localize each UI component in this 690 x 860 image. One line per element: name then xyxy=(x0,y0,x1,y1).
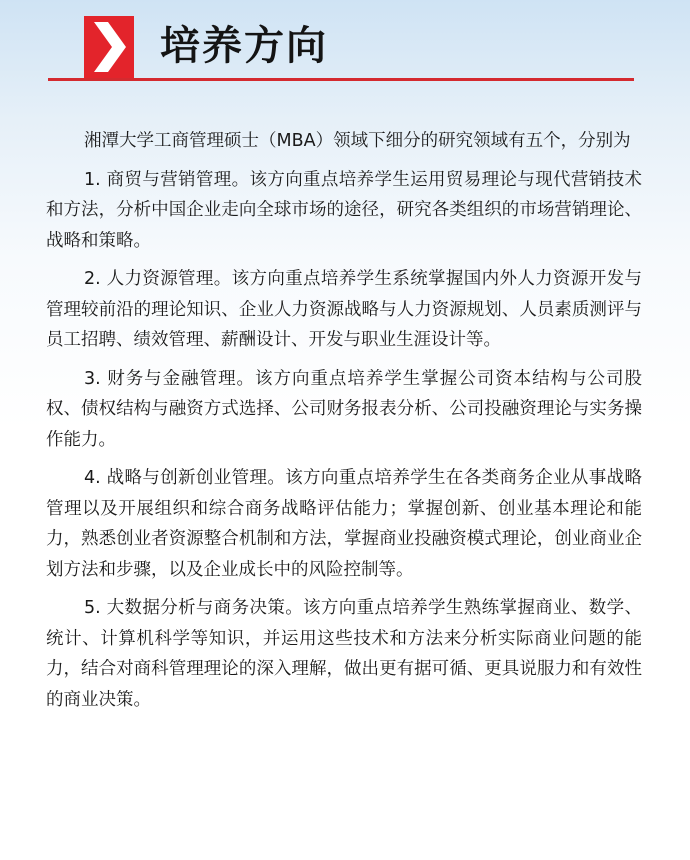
list-item: 1. 商贸与营销管理。该方向重点培养学生运用贸易理论与现代营销技术和方法，分析中国企业走向全球市场的途径，研究各类组织的市场营销理论、战略和策略。 xyxy=(46,169,642,251)
body-text xyxy=(46,126,642,723)
section-header xyxy=(0,0,690,90)
header-divider xyxy=(48,78,634,81)
list-item: 3. 财务与金融管理。该方向重点培养学生掌握公司资本结构与公司股权、债权结构与融资方式选择、公司财务报表分析、公司投融资理论与实务操作能力。 xyxy=(46,368,642,450)
chevron-right-icon xyxy=(84,16,134,78)
header-badge xyxy=(84,16,134,78)
list-item: 2. 人力资源管理。该方向重点培养学生系统掌握国内外人力资源开发与管理较前沿的理论知识、企业人力资源战略与人力资源规划、人员素质测评与员工招聘、绩效管理、薪酬设计、开发与职业生涯设计等。 xyxy=(46,269,642,350)
list-item: 5. 大数据分析与商务决策。该方向重点培养学生熟练掌握商业、数学、统计、计算机科学等知识，并运用这些技术和方法来分析实际商业问题的能力，结合对商科管理理论的深入理解，做出更有据可循、更具说服力和有效性的商业决策。 xyxy=(46,598,642,710)
intro-paragraph: 湘潭大学工商管理硕士（MBA）领域下细分的研究领域有五个，分别为 xyxy=(84,131,631,151)
list-item: 4. 战略与创新创业管理。该方向重点培养学生在各类商务企业从事战略管理以及开展组织和综合商务战略评估能力；掌握创新、创业基本理论和能力，熟悉创业者资源整合机制和方法，掌握商业投融资模式理论，创业商业企划方法和步骤，以及企业成长中的风险控制等。 xyxy=(46,468,642,580)
page-title: 培养方向 xyxy=(160,23,328,69)
